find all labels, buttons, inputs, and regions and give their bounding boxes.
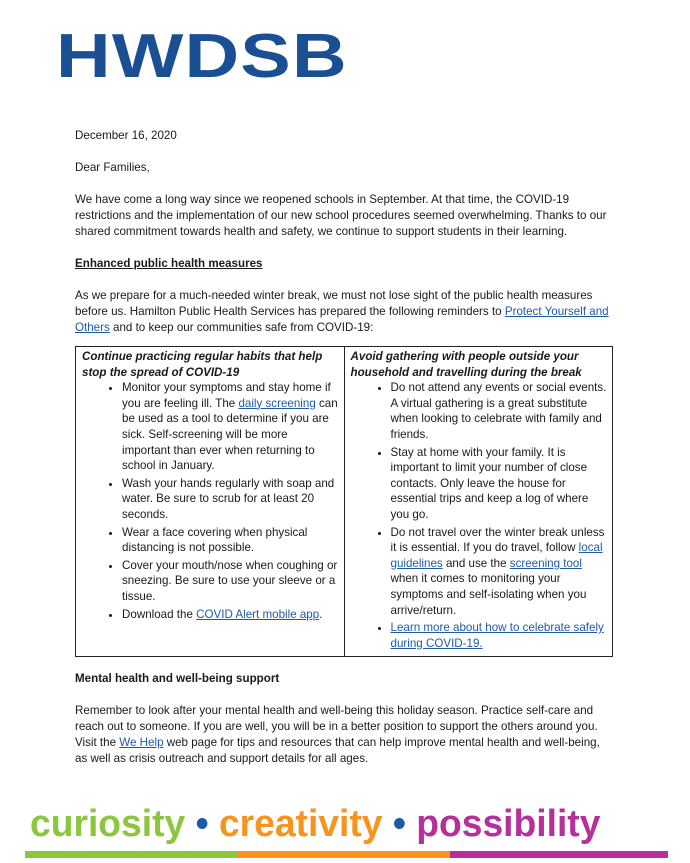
list-item [122,380,339,474]
left-column-heading: Continue practicing regular habits that help stop the spread of COVID-19 [82,350,323,379]
right-column [344,347,613,657]
list-item [122,607,339,623]
list-item: • Wash your hands regularly with soap and water. Be sure to scrub for at least 20 seconds. [122,476,339,523]
list-item: • Do not attend any events or social events. A virtual gathering is a great substitute when looking to celebrate with family and friends. [391,380,608,442]
public-health-text-before: As we prepare for a much-needed winter break, we must not lose sight of the public health measures before us. Hamilton Public Health Services has prepared the following reminders to [75,289,593,318]
footer-tagline [0,800,690,860]
list-item: • Stay at home with your family. It is important to limit your number of close contacts. Only leave the house for essential trips and keep a log of where you go. [391,445,608,523]
health-measures-table [75,346,613,657]
list-item [391,620,608,651]
tagline-possibility: possibility [416,803,601,845]
daily-screening-link[interactable]: daily screening [238,396,316,410]
footer-bar-purple [450,851,668,858]
footer-bar-green [25,851,237,858]
covid-alert-app-link[interactable]: COVID Alert mobile app [196,607,320,621]
mental-health-text-after: web page for tips and resources that can help improve mental health and well-being, as well as crisis outreach and support details for all ages. [75,736,600,766]
local-guidelines-link[interactable]: local guidelines [390,541,603,570]
protect-yourself-link[interactable]: Protect Yourself and Others [75,305,609,334]
screening-tool-link[interactable]: screening tool [509,556,582,570]
list-item-text: Download the [122,607,197,621]
letter-body [75,128,615,783]
public-health-text-after: and to keep our communities safe from COVID-19: [109,321,374,334]
letter-date: December 16, 2020 [75,129,177,142]
salutation: Dear Families, [75,161,150,174]
mental-health-text-before: Remember to look after your mental health and well-being this holiday season. Practice self-care and reach out to someone. If you are well, you will be in a better position to support the others around you. Visit the [75,704,598,750]
section-heading-public-health: Enhanced public health measures [75,257,263,270]
right-list [351,380,608,651]
list-item [391,525,608,619]
footer-bar-orange [237,851,450,858]
mental-health-paragraph [75,703,615,767]
tagline-separator: • [185,803,219,845]
list-item: • Cover your mouth/nose when coughing or sneezing. Be sure to use your sleeve or a tissue. [122,558,339,605]
list-item-text: . [319,607,323,621]
left-column [76,347,345,657]
we-help-link[interactable]: We Help [119,736,164,750]
list-item-text: Monitor your symptoms and stay home if you are feeling ill. The [122,381,331,410]
list-item-text: Do not travel over the winter break unless it is essential. If you do travel, follow [390,525,605,555]
list-item: • Wear a face covering when physical distancing is not possible. [122,525,339,556]
list-item-text: and use the [442,556,510,570]
hwdsb-logo: HWDSB [56,22,348,91]
section-heading-mental-health: Mental health and well-being support [75,672,280,686]
tagline-separator: • [382,803,417,845]
list-item-text: when it comes to monitoring your symptoms and self-isolating when you arrive/return. [390,572,587,617]
left-list [82,380,339,622]
intro-paragraph: We have come a long way since we reopened schools in September. At that time, the COVID-19 restrictions and the implementation of our new school procedures seemed overwhelming. Thanks to our shared commitment towards health and safety, we continue to support students in their learning. [75,193,607,238]
public-health-paragraph [75,288,615,336]
tagline-creativity: creativity [218,803,383,845]
celebrate-safely-link[interactable]: Learn more about how to celebrate safely during COVID-19. [390,621,604,650]
tagline-text [30,802,600,846]
right-column-heading: Avoid gathering with people outside your household and travelling during the break [350,350,582,379]
tagline-curiosity: curiosity [30,803,186,845]
list-item-text: can be used as a tool to determine if you are sick. Self-screening will be more important than ever when returning to school in January. [122,396,338,473]
